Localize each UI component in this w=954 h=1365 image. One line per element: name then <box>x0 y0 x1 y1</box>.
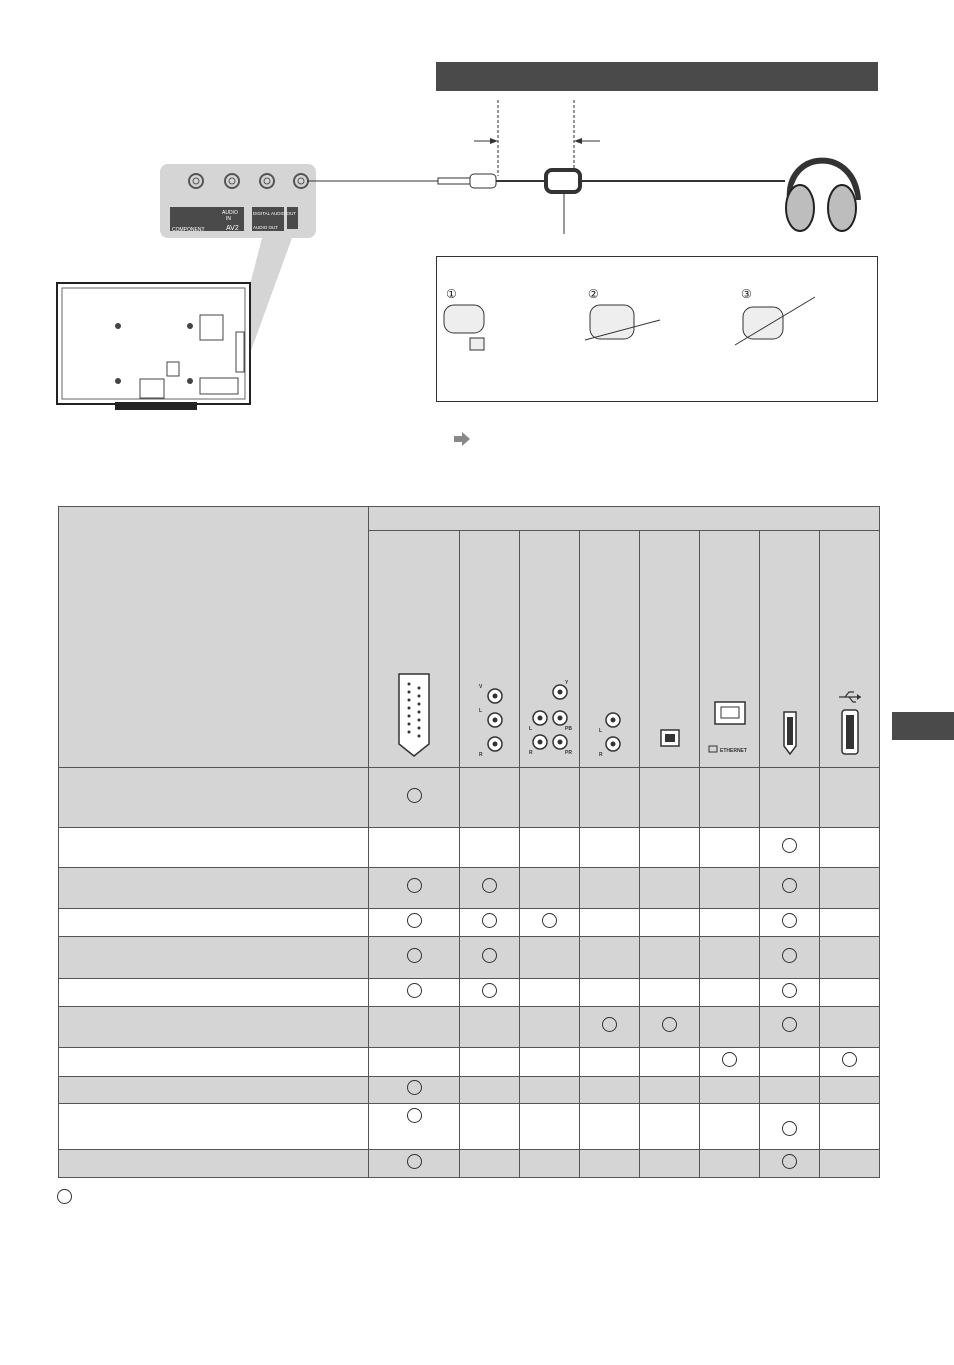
cell-hdmi <box>760 768 820 828</box>
cell-usb <box>820 1077 880 1104</box>
row-label-cell <box>59 1077 369 1104</box>
table-row <box>59 868 880 909</box>
svg-text:PR: PR <box>564 750 572 756</box>
step-2-number: ② <box>588 287 599 301</box>
supported-circle-icon <box>782 838 797 853</box>
table-row <box>59 937 880 979</box>
table-row <box>59 1077 880 1104</box>
supported-circle-icon <box>482 913 497 928</box>
cell-scart <box>369 828 460 868</box>
cell-component <box>520 1077 580 1104</box>
cell-scart <box>369 1150 460 1178</box>
component-jacks-icon <box>527 678 573 758</box>
cell-scart <box>369 909 460 937</box>
supported-circle-icon <box>662 1017 677 1032</box>
cell-audio-out <box>580 1007 640 1048</box>
cell-ethernet <box>700 979 760 1007</box>
cell-ethernet <box>700 1048 760 1077</box>
in-label: IN <box>226 216 231 222</box>
header-video-av2 <box>460 531 520 768</box>
cell-component <box>520 1104 580 1150</box>
cell-usb <box>820 937 880 979</box>
cell-video-av2 <box>460 1048 520 1077</box>
header-ethernet <box>700 531 760 768</box>
cell-component <box>520 979 580 1007</box>
svg-text:PB: PB <box>564 726 572 732</box>
svg-text:L: L <box>598 728 602 734</box>
av2-label: AV2 <box>226 225 239 232</box>
cell-audio-out <box>580 868 640 909</box>
ethernet-label: ETHERNET <box>719 748 747 754</box>
cell-hdmi <box>760 1150 820 1178</box>
supported-circle-icon <box>782 1154 797 1169</box>
cell-hdmi <box>760 1104 820 1150</box>
cell-ethernet <box>700 1077 760 1104</box>
cell-hdmi <box>760 828 820 868</box>
supported-circle-icon <box>407 983 422 998</box>
supported-circle-icon <box>407 1154 422 1169</box>
cell-video-av2 <box>460 828 520 868</box>
audio-out-label: AUDIO OUT <box>253 225 279 230</box>
supported-circle-icon <box>482 948 497 963</box>
row-label-cell <box>59 1150 369 1178</box>
cell-hdmi <box>760 868 820 909</box>
cell-usb <box>820 768 880 828</box>
audio-out-jacks-icon <box>595 708 625 758</box>
tv-rear-illustration <box>57 283 250 410</box>
cell-digital-audio-out <box>640 937 700 979</box>
ferrite-core-attach-steps-box <box>436 256 878 402</box>
cell-component <box>520 1150 580 1178</box>
table-row <box>59 1048 880 1077</box>
svg-text:R: R <box>478 752 483 758</box>
cell-usb <box>820 1104 880 1150</box>
svg-text:V: V <box>478 684 482 690</box>
cell-digital-audio-out <box>640 828 700 868</box>
cell-video-av2 <box>460 768 520 828</box>
header-digital-audio-out <box>640 531 700 768</box>
cell-component <box>520 1048 580 1077</box>
hdmi-port-icon <box>775 708 805 758</box>
supported-circle-icon <box>602 1017 617 1032</box>
cell-video-av2 <box>460 979 520 1007</box>
cell-audio-out <box>580 768 640 828</box>
cell-ethernet <box>700 1104 760 1150</box>
arrow-right-icon <box>454 432 470 446</box>
cell-audio-out <box>580 828 640 868</box>
cell-digital-audio-out <box>640 868 700 909</box>
cell-video-av2 <box>460 1007 520 1048</box>
cell-scart <box>369 1104 460 1150</box>
cell-audio-out <box>580 979 640 1007</box>
ferrite-core <box>546 170 580 192</box>
supported-circle-icon <box>407 878 422 893</box>
av-rca-jacks-icon <box>475 682 505 758</box>
row-label-cell <box>59 1048 369 1077</box>
cell-ethernet <box>700 868 760 909</box>
ethernet-port-icon <box>705 698 755 758</box>
supported-circle-icon <box>407 948 422 963</box>
table-row <box>59 1007 880 1048</box>
table-row <box>59 1150 880 1178</box>
optical-port-icon <box>655 718 685 758</box>
cell-digital-audio-out <box>640 1150 700 1178</box>
cell-hdmi <box>760 1077 820 1104</box>
supported-circle-icon <box>407 1080 422 1095</box>
legend-circle-icon <box>57 1189 72 1204</box>
cell-scart <box>369 1007 460 1048</box>
row-label-cell <box>59 1007 369 1048</box>
supported-circle-icon <box>782 1017 797 1032</box>
cell-hdmi <box>760 1048 820 1077</box>
cell-component <box>520 937 580 979</box>
mini-plug <box>438 174 496 188</box>
table-row <box>59 979 880 1007</box>
cell-ethernet <box>700 1150 760 1178</box>
cell-digital-audio-out <box>640 768 700 828</box>
cell-audio-out <box>580 937 640 979</box>
cell-usb <box>820 979 880 1007</box>
cell-audio-out <box>580 1077 640 1104</box>
svg-text:L: L <box>528 726 532 732</box>
cell-scart <box>369 979 460 1007</box>
cell-ethernet <box>700 937 760 979</box>
supported-circle-icon <box>782 1121 797 1136</box>
cell-video-av2 <box>460 1104 520 1150</box>
cell-audio-out <box>580 1048 640 1077</box>
cell-hdmi <box>760 979 820 1007</box>
svg-text:Y: Y <box>564 680 568 686</box>
table-row <box>59 1104 880 1150</box>
cell-component <box>520 1007 580 1048</box>
cell-component <box>520 868 580 909</box>
cell-scart <box>369 868 460 909</box>
row-label-cell <box>59 1104 369 1150</box>
cell-usb <box>820 868 880 909</box>
cell-ethernet <box>700 909 760 937</box>
cell-scart <box>369 768 460 828</box>
step-3-number: ③ <box>741 287 752 301</box>
supported-circle-icon <box>782 878 797 893</box>
cell-component <box>520 909 580 937</box>
cell-digital-audio-out <box>640 1077 700 1104</box>
chapter-side-tab <box>892 712 954 740</box>
header-audio-out <box>580 531 640 768</box>
supported-circle-icon <box>407 913 422 928</box>
audio-label: AUDIO <box>222 210 238 216</box>
row-label-cell <box>59 828 369 868</box>
cell-audio-out <box>580 1104 640 1150</box>
cell-digital-audio-out <box>640 909 700 937</box>
cell-component <box>520 768 580 828</box>
cell-usb <box>820 909 880 937</box>
cell-digital-audio-out <box>640 1007 700 1048</box>
cell-video-av2 <box>460 937 520 979</box>
cell-usb <box>820 1048 880 1077</box>
supported-circle-icon <box>407 788 422 803</box>
cell-ethernet <box>700 1007 760 1048</box>
cell-ethernet <box>700 768 760 828</box>
headphones-illustration <box>786 161 858 231</box>
header-component <box>520 531 580 768</box>
cell-usb <box>820 1007 880 1048</box>
cell-scart <box>369 937 460 979</box>
row-label-cell <box>59 909 369 937</box>
svg-text:R: R <box>598 752 603 758</box>
cell-digital-audio-out <box>640 979 700 1007</box>
terminal-compatibility-table <box>58 506 879 1178</box>
cell-audio-out <box>580 1150 640 1178</box>
supported-circle-icon <box>482 983 497 998</box>
supported-circle-icon <box>722 1052 737 1067</box>
cell-usb <box>820 828 880 868</box>
cell-scart <box>369 1077 460 1104</box>
supported-circle-icon <box>782 948 797 963</box>
cell-video-av2 <box>460 1150 520 1178</box>
svg-text:L: L <box>478 708 482 714</box>
cell-video-av2 <box>460 868 520 909</box>
table-row <box>59 768 880 828</box>
usb-port-icon <box>835 688 865 758</box>
cell-hdmi <box>760 1007 820 1048</box>
table-corner-cell <box>59 507 369 768</box>
supported-circle-icon <box>482 878 497 893</box>
digital-audio-out-label: DIGITAL AUDIO OUT <box>253 211 297 216</box>
header-usb <box>820 531 880 768</box>
component-label: COMPONENT <box>172 227 205 233</box>
row-label-cell <box>59 868 369 909</box>
supported-circle-icon <box>842 1052 857 1067</box>
supported-circle-icon <box>542 913 557 928</box>
cell-audio-out <box>580 909 640 937</box>
cell-video-av2 <box>460 1077 520 1104</box>
scart-icon <box>396 672 432 758</box>
table-row <box>59 828 880 868</box>
cell-usb <box>820 1150 880 1178</box>
cell-hdmi <box>760 937 820 979</box>
cell-component <box>520 828 580 868</box>
header-hdmi <box>760 531 820 768</box>
header-scart <box>369 531 460 768</box>
row-label-cell <box>59 768 369 828</box>
supported-circle-icon <box>407 1108 422 1123</box>
supported-circle-icon <box>782 913 797 928</box>
cell-digital-audio-out <box>640 1048 700 1077</box>
step-1-number: ① <box>446 287 457 301</box>
supported-circle-icon <box>782 983 797 998</box>
cell-ethernet <box>700 828 760 868</box>
svg-text:R: R <box>528 750 533 756</box>
cell-hdmi <box>760 909 820 937</box>
cell-video-av2 <box>460 909 520 937</box>
row-label-cell <box>59 937 369 979</box>
terminal-group-header <box>369 507 880 531</box>
cell-digital-audio-out <box>640 1104 700 1150</box>
table-row <box>59 909 880 937</box>
row-label-cell <box>59 979 369 1007</box>
cell-scart <box>369 1048 460 1077</box>
